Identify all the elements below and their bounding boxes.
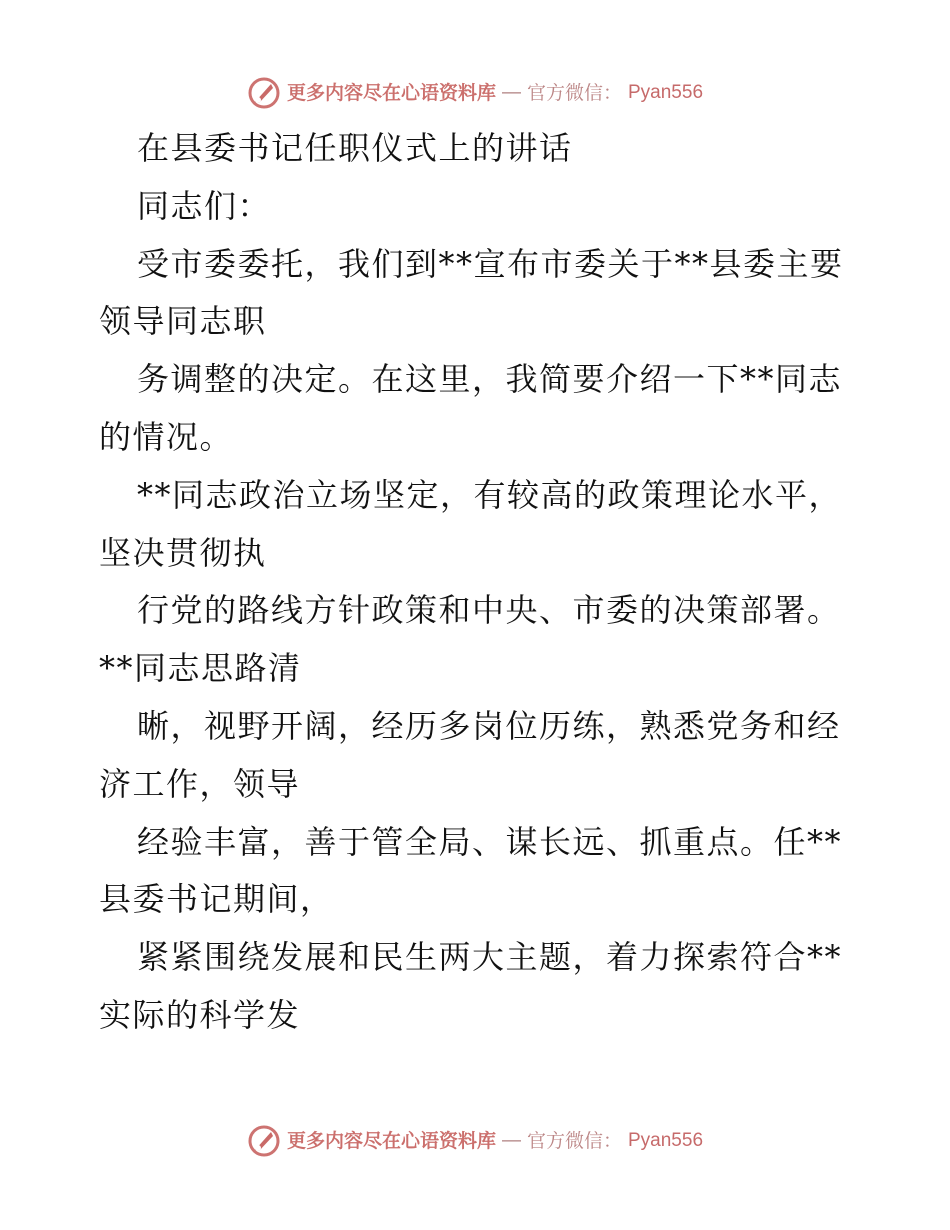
banner-separator: — xyxy=(501,82,521,103)
banner-wechat-id: Pyan556 xyxy=(628,1130,704,1151)
text-line: 实际的科学发 xyxy=(99,995,301,1034)
text-line: 坚决贯彻执 xyxy=(99,533,267,572)
text-line: 在县委书记任职仪式上的讲话 xyxy=(137,129,573,167)
banner-brand-text: 更多内容尽在心语资料库 xyxy=(286,82,496,104)
quill-logo-icon xyxy=(247,1124,281,1158)
banner-wechat-label: 官方微信： xyxy=(526,1130,622,1152)
quill-logo-icon xyxy=(247,76,281,110)
text-line: 晰，视野开阔，经历多岗位历练，熟悉党务和经 xyxy=(137,706,841,745)
text-line: 行党的路线方针政策和中央、市委的决策部署。 xyxy=(137,591,841,630)
banner-brand-text: 更多内容尽在心语资料库 xyxy=(286,1130,496,1152)
text-line: 务调整的决定。在这里，我简要介绍一下**同志 xyxy=(137,360,843,399)
text-line: **同志思路清 xyxy=(99,649,302,688)
banner-wechat-label: 官方微信： xyxy=(526,82,622,104)
text-line: 经验丰富，善于管全局、谋长远、抓重点。任** xyxy=(137,822,843,861)
text-line: 紧紧围绕发展和民生两大主题，着力探索符合** xyxy=(137,938,843,977)
text-line: 受市委委托，我们到**宣布市委关于**县委主要 xyxy=(137,244,844,283)
text-line: 领导同志职 xyxy=(99,302,267,341)
text-line: 同志们： xyxy=(137,186,272,225)
text-line: 县委书记期间， xyxy=(99,880,334,919)
footer-banner xyxy=(0,1124,950,1158)
text-line: 的情况。 xyxy=(99,417,234,456)
banner-separator: — xyxy=(501,1130,521,1151)
document-body xyxy=(99,120,859,1045)
banner-wechat-id: Pyan556 xyxy=(628,82,704,103)
text-line: 济工作，领导 xyxy=(99,764,301,803)
header-banner xyxy=(0,76,950,110)
text-line: **同志政治立场坚定，有较高的政策理论水平， xyxy=(137,475,843,514)
